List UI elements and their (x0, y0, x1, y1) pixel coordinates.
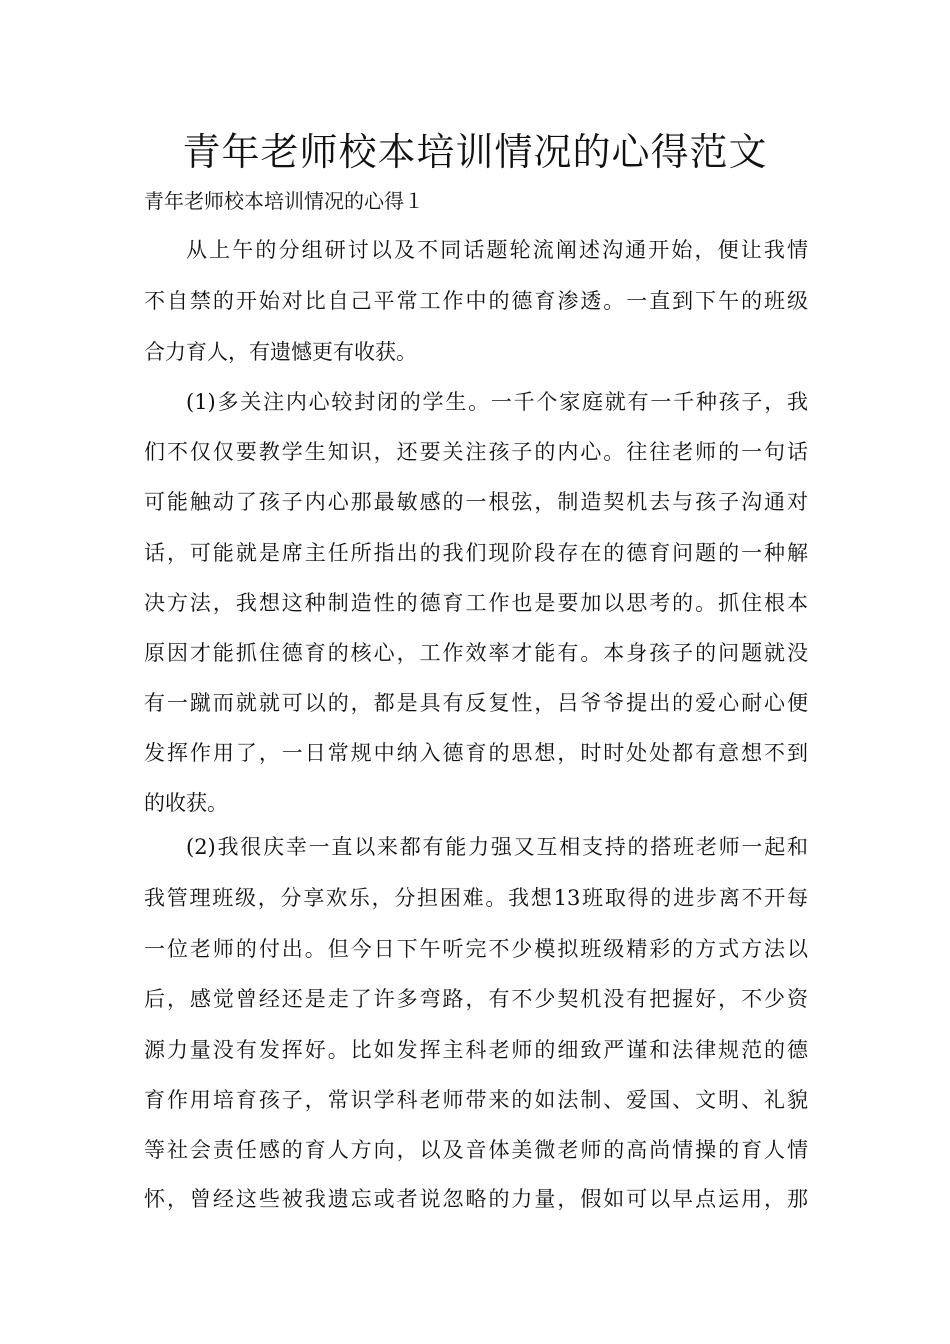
document-subtitle: 青年老师校本培训情况的心得１ (144, 189, 424, 213)
body-line: 后，感觉曾经还是走了许多弯路，有不少契机没有把握好，不少资 (144, 987, 808, 1011)
body-line: 发挥作用了，一日常规中纳入德育的思想，时时处处都有意想不到 (144, 741, 808, 765)
body-line: 合力育人，有遗憾更有收获。 (144, 340, 417, 364)
body-line: (2)我很庆幸一直以来都有能力强又互相支持的搭班老师一起和 (186, 835, 808, 859)
body-line: 有一蹴而就就可以的，都是具有反复性，吕爷爷提出的爱心耐心便 (144, 691, 808, 715)
body-line: 决方法，我想这种制造性的德育工作也是要加以思考的。抓住根本 (144, 591, 808, 615)
document-title: 青年老师校本培训情况的心得范文 (182, 130, 768, 174)
body-line: 从上午的分组研讨以及不同话题轮流阐述沟通开始，便让我情 (186, 238, 808, 262)
body-line: 怀，曾经这些被我遗忘或者说忽略的力量，假如可以早点运用，那 (144, 1187, 808, 1211)
body-line: 的收获。 (144, 791, 228, 815)
body-line: 话，可能就是席主任所指出的我们现阶段存在的德育问题的一种解 (144, 541, 808, 565)
body-line: 等社会责任感的育人方向，以及音体美微老师的高尚情操的育人情 (144, 1138, 808, 1162)
body-line: 一位老师的付出。但今日下午听完不少模拟班级精彩的方式方法以 (144, 937, 808, 961)
body-line: 育作用培育孩子，常识学科老师带来的如法制、爱国、文明、礼貌 (144, 1088, 808, 1112)
body-line: 我管理班级，分享欢乐，分担困难。我想13班取得的进步离不开每 (144, 886, 808, 910)
body-line: 源力量没有发挥好。比如发挥主科老师的细致严谨和法律规范的德 (144, 1038, 808, 1062)
body-line: 可能触动了孩子内心那最敏感的一根弦，制造契机去与孩子沟通对 (144, 490, 808, 514)
body-line: 们不仅仅要教学生知识，还要关注孩子的内心。往往老师的一句话 (144, 440, 808, 464)
body-line: 不自禁的开始对比自己平常工作中的德育渗透。一直到下午的班级 (144, 289, 808, 313)
body-line: 原因才能抓住德育的核心，工作效率才能有。本身孩子的问题就没 (144, 641, 808, 665)
body-line: (1)多关注内心较封闭的学生。一千个家庭就有一千种孩子，我 (186, 390, 808, 414)
